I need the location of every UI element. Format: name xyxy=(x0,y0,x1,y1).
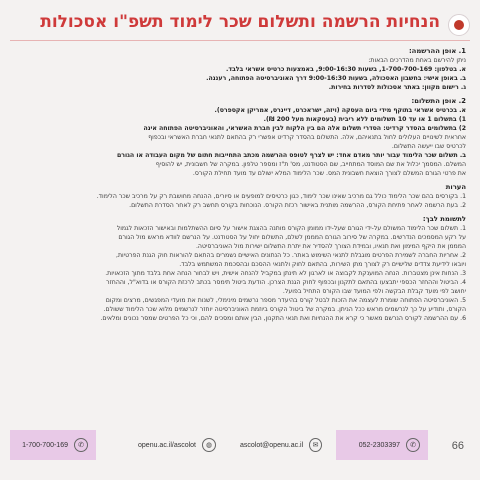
section xyxy=(14,183,466,210)
text-line: את פרטי הגורם המשלם לצורך הוצאת חשבונית המס. שכר הלימוד המלא ישולם עד מועד תחילת הקורס. xyxy=(192,170,466,177)
text-line: א. בטלפון: 1-700-700-169, בשעות 9:00-16:30, באמצעות כרטיס אשראי בלבד. xyxy=(226,66,466,73)
header-divider xyxy=(10,40,470,41)
text-line: א. בכרטיס אשראי בתוקף מידי ביום העסקה (ויזה, ישראכרט, דיינרס, אמריקן אקספרס). xyxy=(214,107,466,114)
text-line: 4. הביטול וההחזר הכספי יתבצעו בהתאם לתקנון ובכפוף לחוק הגנת הצרכן. הודעת ביטול תימסר בכתב לרכזת הקורס או בדוא"ל, וההחזר xyxy=(106,279,466,286)
phone-icon: ✆ xyxy=(74,438,88,452)
section-title: הערות xyxy=(445,183,466,191)
text-line: 5. האוניברסיטה הפתוחה שומרת לעצמה את הזכות לבטל קורס בהיעדר מספר נרשמים מינימלי, לשנות את מועדי המפגשים, מרצים ומקום xyxy=(105,297,466,304)
section xyxy=(14,97,466,178)
text-line: הקורס, ותודיע על כך לנרשמים מראש ככל הניתן. במקרה של ביטול הקורס ביוזמת האוניברסיטה יוחזר לנרשמים מלוא שכר הלימוד ששולם. xyxy=(103,306,466,313)
text-line: ניתן להירשם באחת מהדרכים הבאות: xyxy=(368,57,466,64)
text-line: ב. תשלום שכר הלימוד עבור יותר מאדם אחד: יש לצרף לטופס ההרשמה מכתב התחייבות חתום של מקום העבודה או הגורם xyxy=(117,152,466,159)
text-line: 2) בתשלומים בהסדר קרדיט: הסדרי תשלום אלה הם בין הלקוח לבין חברת האשראי, והאוניברסיטה הפתוחה אינה xyxy=(143,125,466,132)
website-contact[interactable] xyxy=(120,430,224,460)
whatsapp-contact[interactable] xyxy=(336,430,428,460)
text-line: לכרטיס שבו ייעשה התשלום. xyxy=(391,143,466,150)
text-line: 2. אחריות החברה לשמירת הפרטים מוגבלת לתנאי השימוש באתר. כל הנתונים האישיים נשמרים בהתאם להוראות חוק הגנת הפרטיות, xyxy=(115,252,466,259)
section-title: 1. אופן ההרשמה: xyxy=(408,47,466,55)
email-link[interactable]: ascolot@openu.ac.il xyxy=(240,441,304,449)
text-line: יחושב לפי מועד קבלת הבקשה ולפי המועד שבו הקורס התחיל בפועל. xyxy=(282,288,466,295)
bullet-badge-icon xyxy=(448,14,470,36)
text-line: ג. רישום מקוון: באתר אסכולות לסדרות בחירות. xyxy=(328,84,466,91)
text-line: 1. תשלום שכר הלימוד המשולם על-ידי הגורם שעל-ידו ממומן הקורס מותנה בהצגת אישור על סיום ההשתלמות ובאישור הזכאות לגמול xyxy=(116,225,466,232)
text-line: המממן את היקף המימון ואת תנאיו, ובמידת הצורך להסדיר את יתרת התשלום ישירות מול האוניברסיטה. xyxy=(195,243,466,250)
text-line: 6. עם ההרשמה לקורס הנרשם מאשר כי קרא את ההנחיות ואת תנאי התקנון, הבין אותם ומסכים להם, וכי כל הפרטים שמסר נכונים ומלאים. xyxy=(100,315,466,322)
mail-icon: ✉ xyxy=(309,438,322,452)
section xyxy=(14,47,466,92)
page-number: 66 xyxy=(451,440,464,452)
text-line: המשלם. המסמך יכלול את שם המוסד המתחייב, שם הסטודנט, מס' ת"ז ומספר טלפון. במקרה של חשבונית, יש להוסיף xyxy=(155,161,466,168)
section-title: 2. אופן התשלום: xyxy=(411,97,466,105)
section-title: לתשומת לבך: xyxy=(422,215,466,223)
phone-number[interactable]: 1-700-700-169 xyxy=(22,441,68,449)
page-title: הנחיות הרשמה ותשלום שכר לימוד תשפ"ו אסכולות xyxy=(40,12,440,32)
text-line: 1) בתשלום 1 או עד 10 תשלומים ללא ריבית (בעסקאות מעל 200 ₪). xyxy=(263,116,466,123)
phone-contact[interactable] xyxy=(10,430,96,460)
text-line: 3. הנחות אינן מצטברות. הנחה המוענקת לקבוצה או לארגון לא תינתן במקביל להנחה אישית, ויש לבחור הנחה אחת בלבד מתוך הזכאויות. xyxy=(105,270,466,277)
page-header xyxy=(10,10,470,38)
contact-footer xyxy=(10,430,426,460)
website-link[interactable]: openu.ac.il/ascolot xyxy=(138,441,196,449)
text-line: 2. בעת הרשמה לאחר פתיחת הקורס, ההרשמה מותנית באישור רכזת הקורס. הנוכחות בקורס תחשב רק לאחר הסדרת התשלום. xyxy=(129,202,466,209)
document-body xyxy=(14,42,466,323)
text-line: אחראית לשינויים העלולים לחול בתנאיהם, אלה. התשלום בהסדר קרדיט אפשרי רק בהתאם לתנאי חברת האשראי ובכפוף xyxy=(148,134,466,141)
section xyxy=(14,215,466,323)
email-contact[interactable] xyxy=(232,430,330,460)
text-line: 1. בקורסים בהם שכר הלימוד כולל גם מרכיב שאינו שכר לימוד, כגון כרטיסים למופעים או סיורים, ההנחה מחושבת רק על מרכיב שכר הלימוד. xyxy=(96,193,466,200)
web-icon: ◍ xyxy=(202,438,216,452)
text-line: ויובאו לידיעת צדדים שלישיים רק לצורך מתן השירות, בהתאם לחוק ולתנאי ההסכם ובהסכמת המשתמש בלבד. xyxy=(179,261,466,268)
whatsapp-number[interactable]: 052-2303397 xyxy=(358,441,400,449)
whatsapp-icon: ✆ xyxy=(406,438,420,452)
text-line: על רקע המסמכים הנדרשים. במקרה של סירוב הגורם המממן לשלם, התשלום יחול על הסטודנט. על הנרשם לוודא מראש מול הגורם xyxy=(118,234,466,241)
text-line: ב. באופן אישי: בחשבון האסכולה, בשעות 9:00-16:30 דרך האוניברסיטה הפתוחה, רעננה. xyxy=(206,75,466,82)
